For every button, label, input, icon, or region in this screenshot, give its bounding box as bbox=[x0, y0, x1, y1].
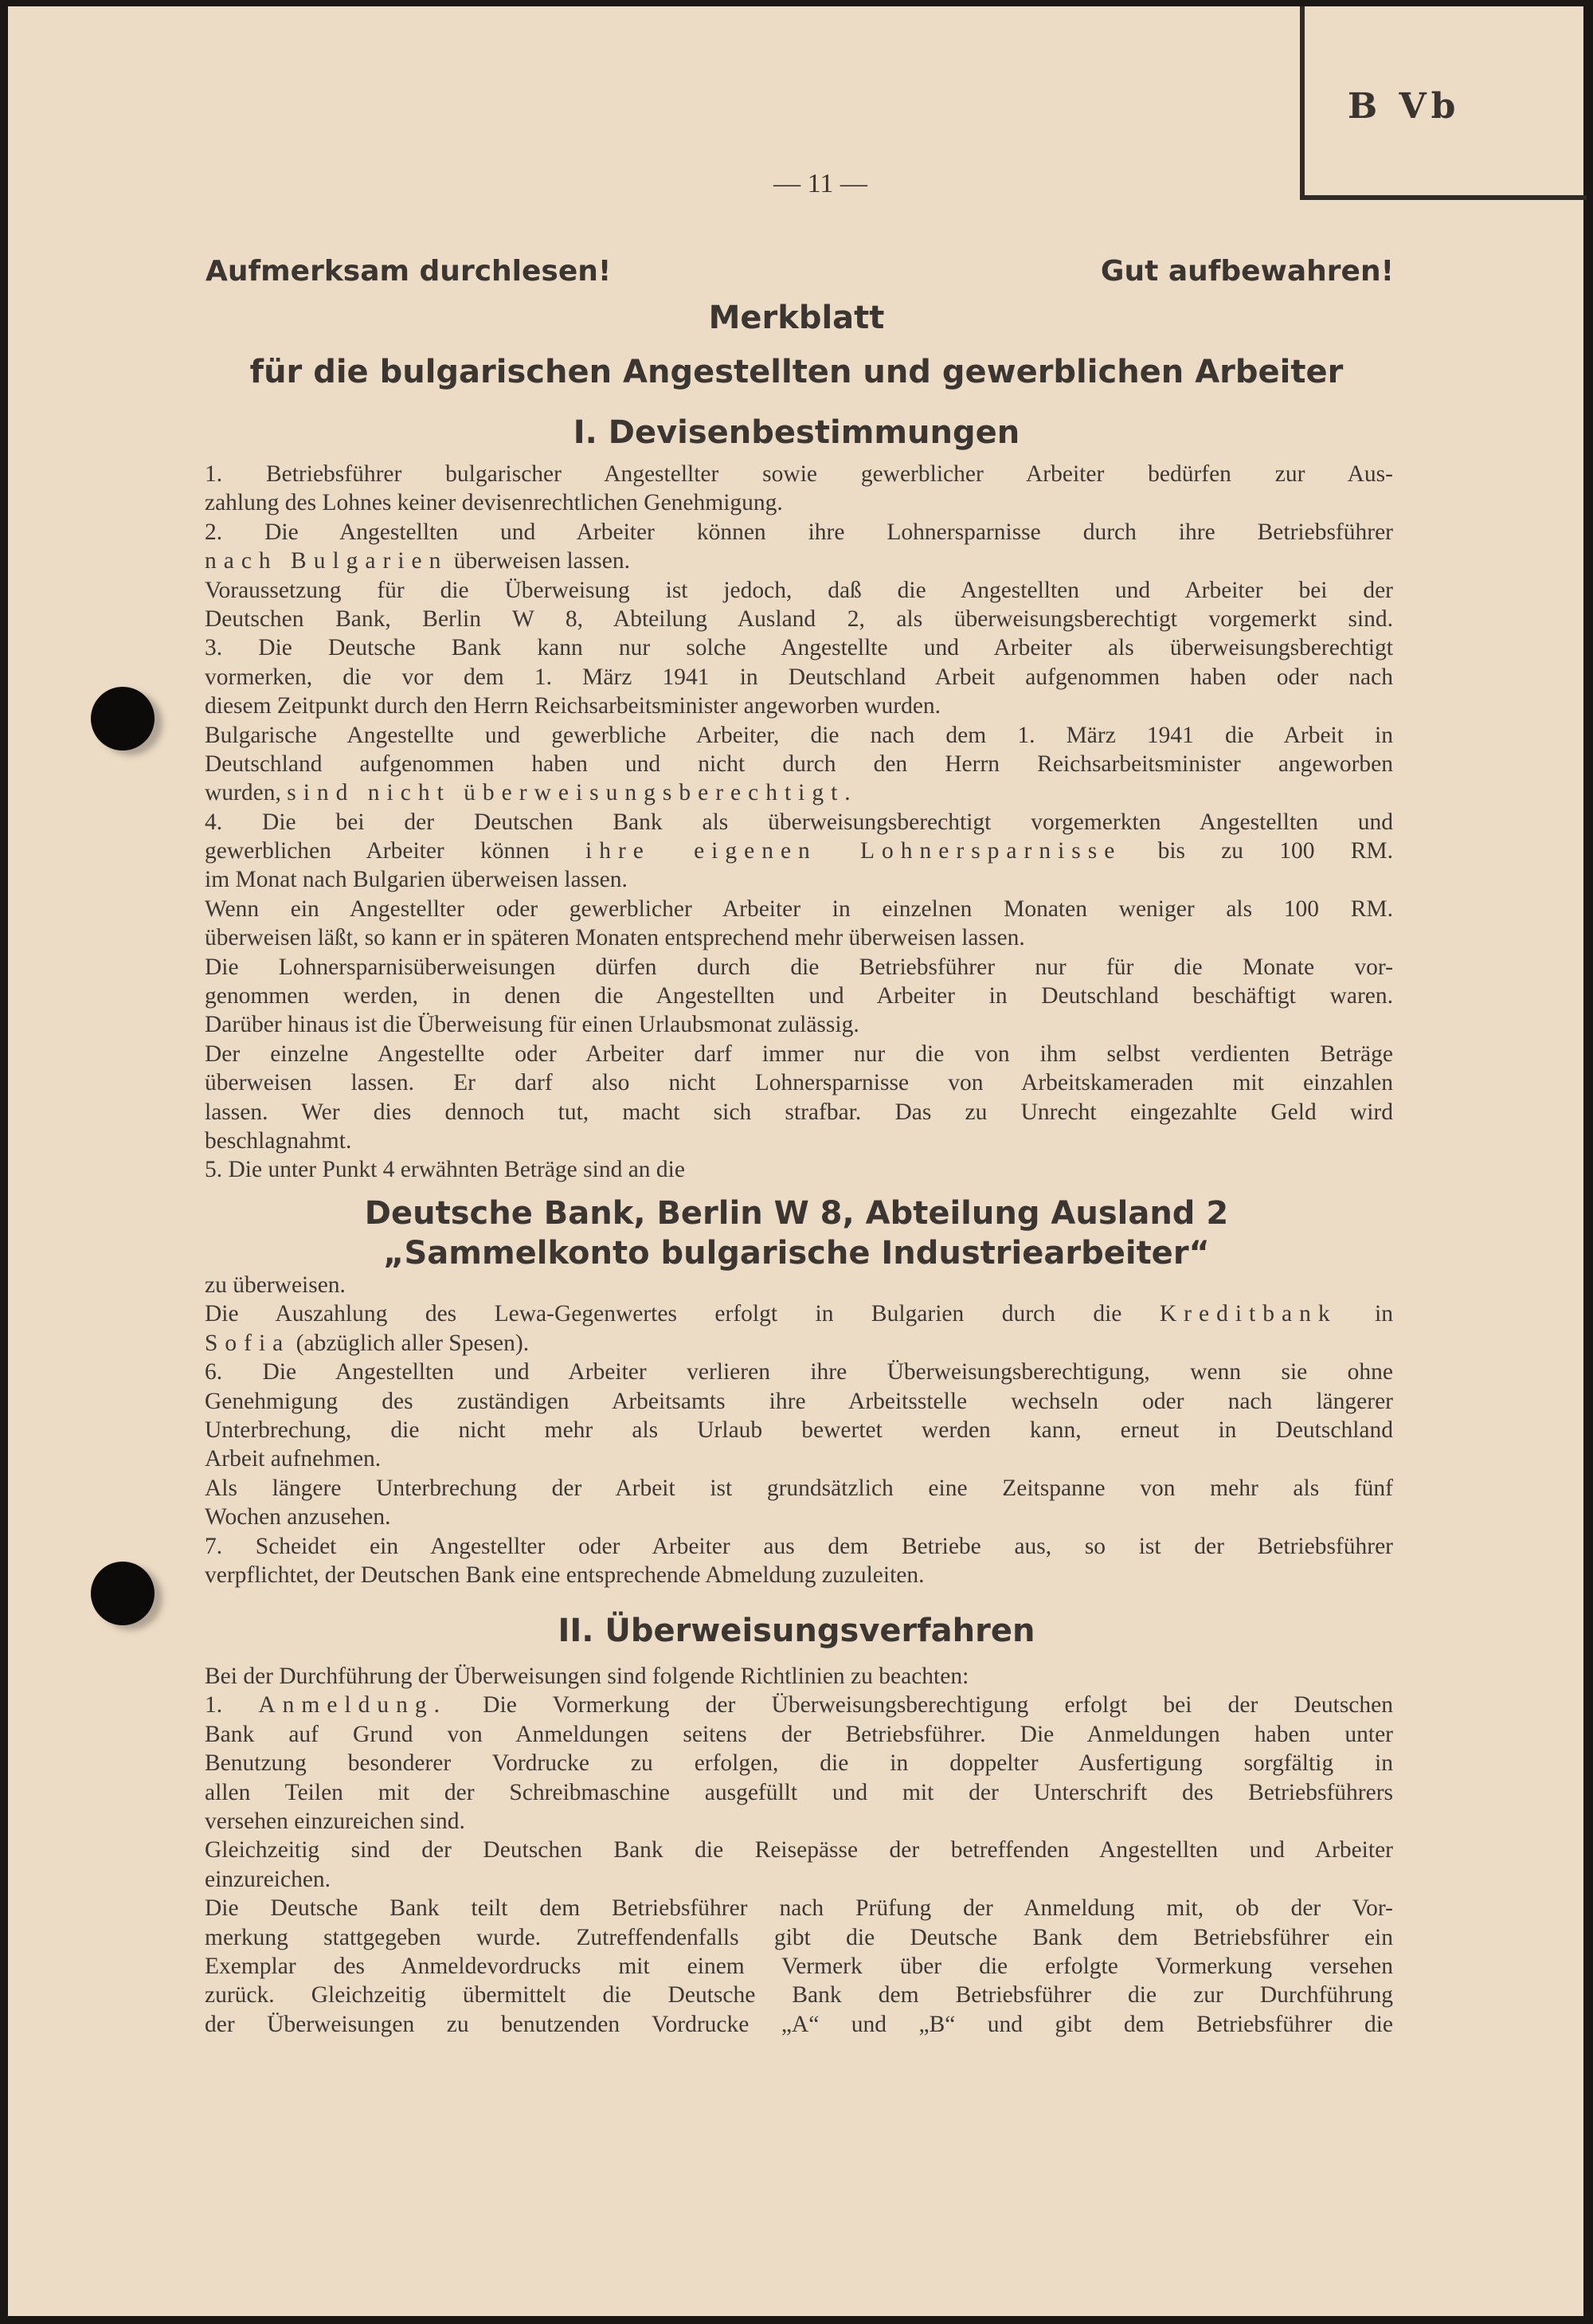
text-run: überweisen lassen. Er darf also nicht Lohnersparnisse von Arbeitskameraden mit einzahlen bbox=[205, 1070, 1393, 1096]
text-run: zahlung des Lohnes keiner devisenrechtlichen Genehmigung. bbox=[205, 490, 783, 516]
text-run: Bulgarische Angestellte und gewerbliche Arbeiter, die nach dem 1. März 1941 die Arbeit in bbox=[205, 722, 1393, 748]
text-run: 4. Die bei der Deutschen Bank als überweisungsberechtigt vorgemerkten Angestellten und bbox=[205, 809, 1393, 835]
text-line bbox=[205, 578, 1393, 606]
text-run: zu überweisen. bbox=[205, 1272, 346, 1298]
text-line bbox=[205, 780, 1393, 809]
header-left: Aufmerksam durchlesen! bbox=[205, 255, 612, 288]
text-line bbox=[205, 664, 1393, 693]
section-heading-1: I. Devisenbestimmungen bbox=[573, 414, 1020, 451]
text-run: Der einzelne Angestellte oder Arbeiter darf immer nur die von ihm selbst verdienten Beträge bbox=[205, 1041, 1393, 1067]
spaced-emphasis: Kreditbank bbox=[1159, 1301, 1337, 1327]
text-line bbox=[205, 1301, 1393, 1330]
punch-hole bbox=[91, 1562, 155, 1625]
text-run: Arbeit aufnehmen. bbox=[205, 1446, 382, 1472]
section1-body bbox=[205, 461, 1393, 1186]
text-run: gewerblichen Arbeiter können bbox=[205, 838, 586, 864]
text-line bbox=[205, 635, 1393, 664]
text-line bbox=[205, 723, 1393, 751]
text-line bbox=[205, 1982, 1393, 2011]
text-run: Unterbrechung, die nicht mehr als Urlaub bewertet werden kann, erneut in Deutschland bbox=[205, 1417, 1393, 1443]
text-run: Benutzung besonderer Vordrucke zu erfolgen, die in doppelter Ausfertigung sorgfältig in bbox=[205, 1750, 1393, 1777]
text-run: 1. Betriebsführer bulgarischer Angestellter sowie gewerblicher Arbeiter bedürfen zur Aus- bbox=[205, 461, 1393, 487]
spaced-emphasis: Anmeldung. bbox=[258, 1692, 448, 1719]
text-run: überweisen läßt, so kann er in späteren Monaten entsprechend mehr überweisen lassen. bbox=[205, 925, 1025, 951]
spaced-emphasis: Sofia bbox=[205, 1330, 291, 1356]
text-line bbox=[205, 1012, 1393, 1041]
text-line bbox=[205, 1562, 1393, 1591]
text-line bbox=[205, 1534, 1393, 1562]
section2-body bbox=[205, 1664, 1393, 2040]
text-run: vormerken, die vor dem 1. März 1941 in Deutschland Arbeit aufgenommen haben oder nach bbox=[205, 664, 1393, 690]
text-line bbox=[205, 1809, 1393, 1837]
text-line bbox=[205, 1157, 1393, 1186]
text-run: Voraussetzung für die Überweisung ist jedoch, daß die Angestellten und Arbeiter bei der bbox=[205, 577, 1393, 603]
text-line bbox=[205, 1954, 1393, 1982]
text-run: der Überweisungen zu benutzenden Vordrucke „A“ und „B“ und gibt dem Betriebsführer die bbox=[205, 2011, 1393, 2037]
text-line bbox=[205, 1722, 1393, 1750]
text-run: bis zu 100 RM. bbox=[1121, 838, 1393, 864]
text-line bbox=[205, 1359, 1393, 1388]
text-line bbox=[205, 2012, 1393, 2040]
text-run: 1. bbox=[205, 1692, 259, 1719]
text-line bbox=[205, 954, 1393, 983]
text-run: (abzüglich aller Spesen). bbox=[290, 1330, 530, 1356]
text-run: Die Lohnersparnisüberweisungen dürfen durch die Betriebsführer nur für die Monate vor- bbox=[205, 954, 1393, 980]
text-run: Die Deutsche Bank teilt dem Betriebsführer nach Prüfung der Anmeldung mit, ob der Vor- bbox=[205, 1895, 1393, 1922]
bank-address: Deutsche Bank, Berlin W 8, Abteilung Ausland 2 bbox=[364, 1195, 1229, 1232]
text-run: im Monat nach Bulgarien überweisen lassen. bbox=[205, 867, 628, 893]
text-run: Deutschland aufgenommen haben und nicht durch den Herrn Reichsarbeitsminister angeworben bbox=[205, 750, 1393, 777]
text-line bbox=[205, 1070, 1393, 1099]
text-run: Bank auf Grund von Anmeldungen seitens der Betriebsführer. Die Anmeldungen haben unter bbox=[205, 1721, 1393, 1747]
text-run: Deutschen Bank, Berlin W 8, Abteilung Ausland 2, als überweisungsberechtigt vorgemerkt sind. bbox=[205, 605, 1393, 632]
text-line bbox=[205, 1895, 1393, 1924]
text-run: Die Vormerkung der Überweisungsberechtigung erfolgt bei der Deutschen bbox=[447, 1692, 1393, 1719]
section1-body-continued bbox=[205, 1272, 1393, 1591]
text-line bbox=[205, 1041, 1393, 1070]
text-run: verpflichtet, der Deutschen Bank eine entsprechende Abmeldung zuzuleiten. bbox=[205, 1562, 925, 1588]
text-run: merkung stattgegeben wurde. Zutreffendenfalls gibt die Deutsche Bank dem Betriebsführer ein bbox=[205, 1924, 1393, 1950]
text-run: Als längere Unterbrechung der Arbeit ist grundsätzlich eine Zeitspanne von mehr als fünf bbox=[205, 1475, 1393, 1501]
text-run: 5. Die unter Punkt 4 erwähnten Beträge sind an die bbox=[205, 1157, 685, 1183]
text-line bbox=[205, 838, 1393, 867]
text-run: diesem Zeitpunkt durch den Herrn Reichsarbeitsminister angeworben wurden. bbox=[205, 693, 941, 719]
text-run: Wochen anzusehen. bbox=[205, 1504, 391, 1530]
text-line bbox=[205, 1128, 1393, 1157]
text-line bbox=[205, 1504, 1393, 1533]
text-line bbox=[205, 461, 1393, 490]
page-number: — 11 — bbox=[773, 169, 867, 198]
text-run: 2. Die Angestellten und Arbeiter können ihre Lohnersparnisse durch ihre Betriebsführer bbox=[205, 519, 1393, 545]
text-line bbox=[205, 519, 1393, 548]
text-run: Exemplar des Anmeldevordrucks mit einem Vermerk über die erfolgte Vormerkung versehen bbox=[205, 1953, 1393, 1979]
text-run: wurden, bbox=[205, 780, 288, 806]
text-line bbox=[205, 896, 1393, 925]
text-run: einzureichen. bbox=[205, 1866, 331, 1892]
text-line bbox=[205, 1837, 1393, 1866]
text-line bbox=[205, 548, 1393, 577]
text-line bbox=[205, 925, 1393, 954]
text-run: allen Teilen mit der Schreibmaschine ausgefüllt und mit der Unterschrift des Betriebsführers bbox=[205, 1779, 1393, 1805]
text-line bbox=[205, 1389, 1393, 1417]
text-run: Bei der Durchführung der Überweisungen sind folgende Richtlinien zu beachten: bbox=[205, 1664, 969, 1689]
punch-hole bbox=[91, 687, 155, 750]
text-run: Darüber hinaus ist die Überweisung für einen Urlaubsmonat zulässig. bbox=[205, 1012, 859, 1038]
text-run: 3. Die Deutsche Bank kann nur solche Angestellte und Arbeiter als überweisungsberechtigt bbox=[205, 635, 1393, 661]
text-run: beschlagnahmt. bbox=[205, 1127, 352, 1154]
stamp-label: B Vb bbox=[1348, 86, 1461, 127]
text-line bbox=[205, 1664, 1393, 1692]
text-line bbox=[205, 809, 1393, 838]
spaced-emphasis: sind nicht überweisungsberechtigt. bbox=[287, 780, 858, 806]
bank-account-name: „Sammelkonto bulgarische Industriearbeiter“ bbox=[383, 1235, 1210, 1272]
text-run: Genehmigung des zuständigen Arbeitsamts ihre Arbeitsstelle wechseln oder nach längerer bbox=[205, 1388, 1393, 1414]
text-line bbox=[205, 1331, 1393, 1359]
text-line bbox=[205, 693, 1393, 722]
text-line bbox=[205, 1272, 1393, 1301]
text-run: Die Auszahlung des Lewa-Gegenwertes erfolgt in Bulgarien durch die bbox=[205, 1301, 1160, 1327]
text-line bbox=[205, 1099, 1393, 1128]
text-run: in bbox=[1337, 1301, 1393, 1327]
text-run: 7. Scheidet ein Angestellter oder Arbeiter aus dem Betriebe aus, so ist der Betriebsführer bbox=[205, 1533, 1393, 1559]
text-line bbox=[205, 1925, 1393, 1954]
header-right: Gut aufbewahren! bbox=[1100, 255, 1394, 288]
text-run: genommen werden, in denen die Angestellten und Arbeiter in Deutschland beschäftigt waren. bbox=[205, 983, 1393, 1009]
spaced-emphasis: nach Bulgarien bbox=[205, 548, 448, 574]
text-line bbox=[205, 490, 1393, 519]
spaced-emphasis: ihre eigenen Lohnersparnisse bbox=[585, 838, 1122, 864]
text-line bbox=[205, 1780, 1393, 1809]
text-run: lassen. Wer dies dennoch tut, macht sich strafbar. Das zu Unrecht eingezahlte Geld wird bbox=[205, 1099, 1393, 1125]
text-line bbox=[205, 1417, 1393, 1446]
section-heading-2: II. Überweisungsverfahren bbox=[558, 1613, 1035, 1649]
text-line bbox=[205, 606, 1393, 635]
text-line bbox=[205, 1476, 1393, 1504]
text-line bbox=[205, 983, 1393, 1012]
document-subtitle: für die bulgarischen Angestellten und gewerblichen Arbeiter bbox=[249, 354, 1344, 390]
text-line bbox=[205, 1867, 1393, 1895]
text-run: 6. Die Angestellten und Arbeiter verlieren ihre Überweisungsberechtigung, wenn sie ohne bbox=[205, 1359, 1393, 1385]
document-title: Merkblatt bbox=[708, 300, 885, 336]
text-run: versehen einzureichen sind. bbox=[205, 1808, 465, 1834]
text-line bbox=[205, 751, 1393, 780]
text-run: zurück. Gleichzeitig übermittelt die Deutsche Bank dem Betriebsführer die zur Durchführung bbox=[205, 1982, 1393, 2009]
text-run: Wenn ein Angestellter oder gewerblicher Arbeiter in einzelnen Monaten weniger als 100 RM. bbox=[205, 896, 1393, 922]
text-line bbox=[205, 1692, 1393, 1721]
text-line bbox=[205, 1446, 1393, 1475]
text-run: Gleichzeitig sind der Deutschen Bank die Reisepässe der betreffenden Angestellten und Arbeiter bbox=[205, 1837, 1393, 1864]
text-line bbox=[205, 867, 1393, 896]
text-run: überweisen lassen. bbox=[448, 548, 630, 574]
text-line bbox=[205, 1750, 1393, 1779]
